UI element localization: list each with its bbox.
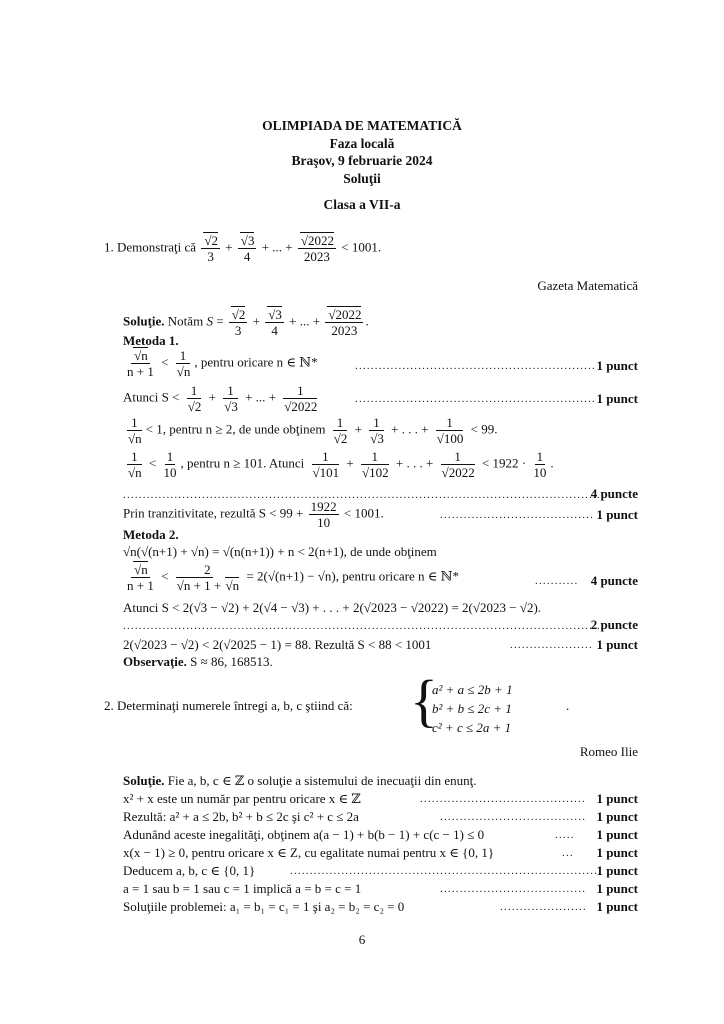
leader-dots: .......................................: [440, 509, 595, 521]
leader-dots: .....................................: [440, 811, 587, 823]
problem2-line: Soluţiile problemei: a₁ = b₁ = c₁ = 1 şi a₂ = b₂ = c₂ = 0: [123, 899, 405, 914]
problem2-line: x(x − 1) ≥ 0, pentru oricare x ∈ Z, cu egalitate numai pentru x ∈ {0, 1}: [123, 845, 495, 860]
solutions-heading: Soluţii: [343, 171, 381, 186]
method1-line6: Prin tranzitivitate, rezultă S < 99 + $\frac{1922}{10}$ < 1001.: [123, 499, 384, 530]
leader-dots: ...........: [535, 575, 579, 587]
system-period: .: [566, 698, 570, 713]
problem2-line: Rezultă: a² + a ≤ 2b, b² + b ≤ 2c şi c² + c ≤ 2a: [123, 809, 359, 824]
points-badge: 1 punct: [596, 358, 638, 373]
points-badge: 1 punct: [596, 507, 638, 522]
problem2-line: Deducem a, b, c ∈ {0, 1}: [123, 863, 256, 878]
leader-dots: .........................................................................................................................: [123, 489, 601, 501]
points-badge: 4 puncte: [590, 573, 638, 588]
observation: Observaţie. S ≈ 86, 168513.: [123, 654, 273, 669]
points-badge: 1 punct: [596, 827, 638, 842]
method2-line3: Atunci S < 2(√3 − √2) + 2(√4 − √3) + . . . + 2(√2023 − √2022) = 2(√2023 − √2).: [123, 600, 542, 615]
points-badge: 2 puncte: [590, 617, 638, 632]
leader-dots: .....................: [510, 639, 593, 651]
method2-line1: √n(√(n+1) + √n) = √(n(n+1)) + n < 2(n+1), de unde obţinem: [123, 544, 437, 559]
grade-heading: Clasa a VII-a: [323, 197, 401, 212]
points-badge: 1 punct: [596, 881, 638, 896]
points-badge: 1 punct: [596, 899, 638, 914]
points-badge: 1 punct: [596, 791, 638, 806]
problem1-statement: 1. Demonstraţi că √ $\frac{2}{3}$ + √ $\frac{3}{4}$ + ... + √ $\frac{2022}{2023}$ < 1001.: [104, 233, 381, 264]
method2-line5: 2(√2023 − √2) < 2(√2025 − 1) = 88. Rezultă S < 88 < 1001: [123, 637, 432, 652]
leader-dots: .....................................: [440, 883, 587, 895]
system-brace: {: [410, 668, 438, 733]
method1-line3: 1 √ n < 1, pentru n ≥ 2, de unde obţinem 1 √ 2 + 1 √ 3 + . . . + 1 √ 100 < 99.: [123, 415, 498, 446]
problem2-line: a = 1 sau b = 1 sau c = 1 implică a = b = c = 1: [123, 881, 362, 896]
points-badge: 1 punct: [596, 637, 638, 652]
points-badge: 1 punct: [596, 863, 638, 878]
method2-line2: √ $\frac{n}{n + 1}$ < 2 √ n + 1 + √ n = 2(√(n+1) − √n), pentru oricare n ∈ ℕ*: [123, 562, 459, 593]
points-badge: 1 punct: [596, 809, 638, 824]
method1-heading: Metoda 1.: [123, 333, 179, 348]
title: OLIMPIADA DE MATEMATICĂ: [262, 118, 462, 133]
problem2-line: x² + x este un număr par pentru oricare x ∈ ℤ: [123, 791, 361, 806]
method1-line4: 1 √ n < $\frac{1}{10}$ , pentru n ≥ 101. Atunci 1 √ 101 + 1 √ 102 + . . . + 1 √ 2022 < 1922 · $\frac{1}{10}$ .: [123, 449, 554, 480]
place-date: Braşov, 9 februarie 2024: [291, 153, 433, 168]
leader-dots: .............................................................: [355, 393, 596, 405]
points-badge: 1 punct: [596, 845, 638, 860]
problem2-statement: 2. Determinaţi numerele întregi a, b, c ştiind că:: [104, 698, 353, 713]
leader-dots: .........................................................................................................................: [123, 620, 601, 632]
points-badge: 4 puncte: [590, 486, 638, 501]
method1-line2: Atunci S < 1 √ 2 + 1 √ 3 + ... + 1 √ 2022: [123, 383, 321, 414]
problem1-solution-intro: Soluţie. Notăm S = √ $\frac{2}{3}$ + √ $\frac{3}{4}$ + ... + √ $\frac{2022}{2023}$ .: [123, 307, 369, 338]
leader-dots: ..........................................: [420, 793, 586, 805]
points-badge: 1 punct: [596, 391, 638, 406]
problem2-author: Romeo Ilie: [579, 744, 638, 759]
leader-dots: ...............................................................................: [290, 865, 603, 877]
problem1-source: Gazeta Matematică: [537, 278, 638, 293]
method1-line1: √ $\frac{n}{n + 1}$ < 1 √ n , pentru oricare n ∈ ℕ*: [123, 348, 318, 379]
inequality-system: a² + a ≤ 2b + 1 b² + b ≤ 2c + 1 c² + c ≤ 2a + 1: [432, 682, 513, 735]
leader-dots: .....: [555, 829, 575, 841]
method2-heading: Metoda 2.: [123, 527, 179, 542]
phase: Faza locală: [329, 136, 395, 151]
leader-dots: ...: [562, 847, 574, 859]
problem2-line: Adunând aceste inegalităţi, obţinem a(a − 1) + b(b − 1) + c(c − 1) ≤ 0: [123, 827, 485, 842]
leader-dots: .............................................................: [355, 360, 596, 372]
page-number: 6: [358, 932, 366, 947]
leader-dots: ......................: [500, 901, 587, 913]
problem2-solution-intro: Soluţie. Fie a, b, c ∈ ℤ o soluţie a sistemului de inecuaţii din enunţ.: [123, 773, 477, 788]
